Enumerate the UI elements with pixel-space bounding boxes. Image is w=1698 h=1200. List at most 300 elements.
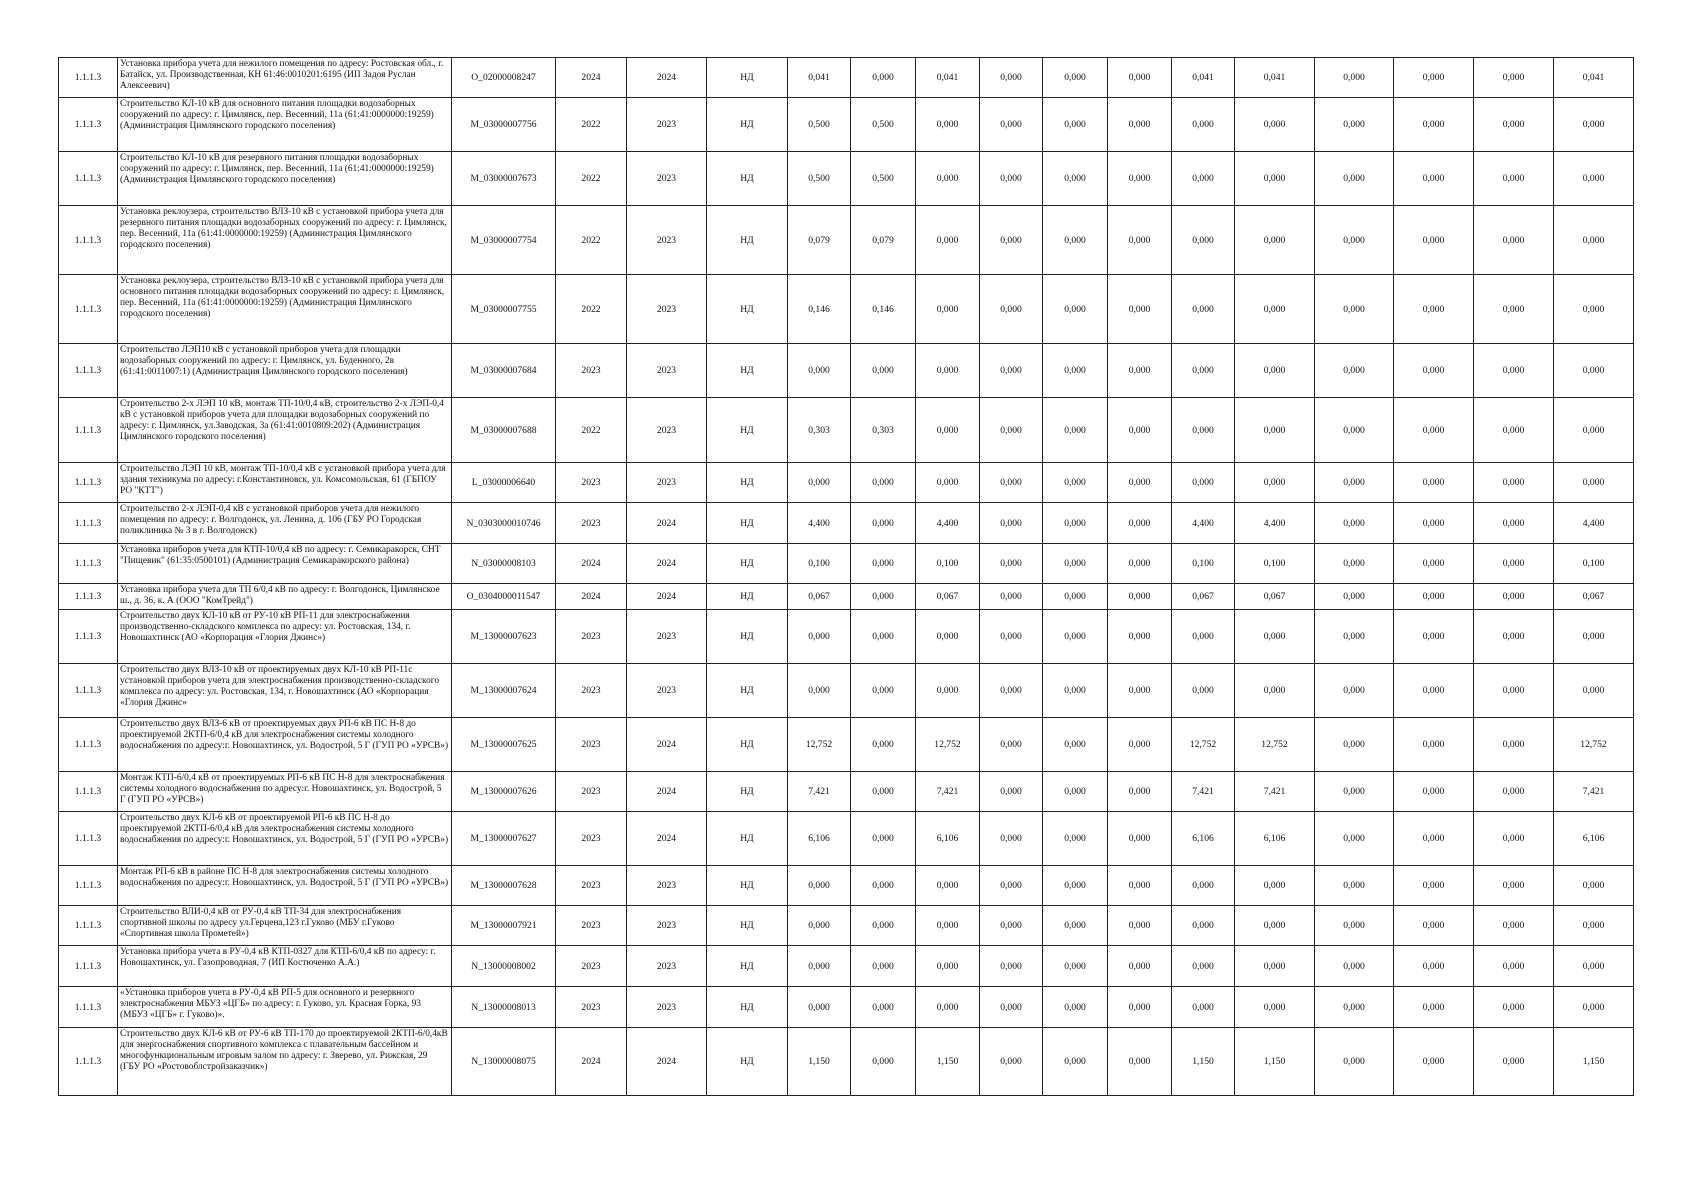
value-cell: 0,000 (1394, 344, 1474, 398)
value-cell: 0,000 (1043, 664, 1108, 718)
table-row (59, 463, 1634, 503)
nd-marker: НД (707, 610, 788, 664)
value-cell: 0,000 (1172, 664, 1235, 718)
value-cell: 0,000 (1315, 946, 1394, 987)
project-code: M_13000007628 (452, 866, 556, 906)
value-cell: 0,000 (851, 866, 916, 906)
value-cell: 6,106 (788, 812, 851, 866)
value-cell: 0,000 (1108, 503, 1172, 544)
value-cell: 0,000 (1043, 152, 1108, 206)
value-cell: 0,000 (788, 987, 851, 1028)
value-cell: 0,000 (1235, 98, 1315, 152)
value-cell: 0,000 (1235, 398, 1315, 463)
project-code: M_03000007673 (452, 152, 556, 206)
project-name: «Установка приборов учета в РУ-0,4 кВ РП-5 для основного и резервного электроснабжения МБУЗ «ЦГБ» по адресу: г. Гуково, ул. Красная Горка, 93 (МБУЗ «ЦГБ» г. Гуково)». (118, 987, 452, 1028)
project-name: Строительство КЛ-10 кВ для резервного питания площадки водозаборных сооружений по адресу: г. Цимлянск, пер. Весенний, 11а (61:41:0000000:19259) (Администрация Цимлянского городского поселения) (118, 152, 452, 206)
value-cell: 0,000 (1474, 987, 1554, 1028)
value-cell: 0,000 (851, 463, 916, 503)
value-cell: 0,067 (916, 584, 980, 610)
table-row (59, 987, 1634, 1028)
value-cell: 0,041 (788, 58, 851, 98)
project-name: Строительство ЛЭП10 кВ с установкой приборов учета для площадки водозаборных сооружений по адресу: г. Цимлянск, ул. Буденного, 2в (61:41:0011007:1) (Администрация Цимлянского городского поселения) (118, 344, 452, 398)
end-year: 2023 (627, 275, 707, 344)
value-cell: 0,000 (1043, 206, 1108, 275)
value-cell: 0,000 (1315, 718, 1394, 772)
table-row (59, 812, 1634, 866)
value-cell: 0,000 (1315, 544, 1394, 584)
value-cell: 0,000 (1108, 772, 1172, 812)
value-cell: 0,000 (980, 987, 1043, 1028)
table-row (59, 1028, 1634, 1096)
value-cell: 0,000 (851, 812, 916, 866)
project-name: Установка приборов учета для КТП-10/0,4 кВ по адресу: г. Семикаракорск, СНТ "Пищевик" (61:35:0500101) (Администрация Семикаракорского района) (118, 544, 452, 584)
investment-table (58, 57, 1634, 1096)
value-cell: 0,000 (1108, 544, 1172, 584)
value-cell: 0,000 (1394, 584, 1474, 610)
value-cell: 0,000 (916, 152, 980, 206)
value-cell: 0,067 (788, 584, 851, 610)
value-cell: 0,100 (788, 544, 851, 584)
value-cell: 0,000 (1108, 946, 1172, 987)
value-cell: 7,421 (1172, 772, 1235, 812)
value-cell: 0,000 (1235, 987, 1315, 1028)
value-cell: 0,000 (980, 503, 1043, 544)
value-cell: 0,000 (1474, 812, 1554, 866)
value-cell: 0,000 (1474, 544, 1554, 584)
value-cell: 0,000 (1394, 206, 1474, 275)
value-cell: 0,000 (916, 275, 980, 344)
value-cell: 0,000 (1315, 866, 1394, 906)
value-cell: 0,000 (851, 344, 916, 398)
value-cell: 0,000 (980, 906, 1043, 946)
row-number: 1.1.1.3 (59, 772, 118, 812)
value-cell: 0,000 (1235, 344, 1315, 398)
value-cell: 0,303 (788, 398, 851, 463)
nd-marker: НД (707, 906, 788, 946)
value-cell: 0,000 (1043, 812, 1108, 866)
start-year: 2023 (556, 812, 627, 866)
value-cell: 0,000 (1554, 152, 1634, 206)
nd-marker: НД (707, 866, 788, 906)
value-cell: 0,000 (1172, 906, 1235, 946)
value-cell: 0,000 (1315, 344, 1394, 398)
table-body (59, 58, 1634, 1096)
value-cell: 0,000 (1315, 58, 1394, 98)
value-cell: 0,000 (1108, 718, 1172, 772)
end-year: 2023 (627, 206, 707, 275)
end-year: 2023 (627, 610, 707, 664)
value-cell: 0,000 (1315, 275, 1394, 344)
value-cell: 0,000 (1394, 987, 1474, 1028)
value-cell: 0,000 (1394, 152, 1474, 206)
row-number: 1.1.1.3 (59, 275, 118, 344)
value-cell: 0,000 (788, 866, 851, 906)
value-cell: 0,000 (1474, 503, 1554, 544)
value-cell: 0,000 (1043, 544, 1108, 584)
project-name: Установка прибора учета для нежилого помещения по адресу: Ростовская обл., г. Батайск, ул. Производственная, КН 61:46:0010201:6195 (ИП Задоя Руслан Алексеевич) (118, 58, 452, 98)
end-year: 2023 (627, 344, 707, 398)
value-cell: 0,000 (1235, 152, 1315, 206)
value-cell: 0,000 (1474, 275, 1554, 344)
start-year: 2024 (556, 1028, 627, 1096)
nd-marker: НД (707, 152, 788, 206)
row-number: 1.1.1.3 (59, 812, 118, 866)
value-cell: 0,041 (916, 58, 980, 98)
project-name: Установка реклоузера, строительство ВЛЗ-10 кВ с установкой прибора учета для основного питания площадки водозаборных сооружений по адресу: г. Цимлянск, пер. Весенний, 11а (61:41:0000000:19259) (Администрация Цимлянского городского поселения) (118, 275, 452, 344)
value-cell: 0,041 (1554, 58, 1634, 98)
value-cell: 0,000 (1172, 275, 1235, 344)
value-cell: 0,000 (851, 946, 916, 987)
value-cell: 0,000 (1043, 610, 1108, 664)
value-cell: 0,000 (1394, 398, 1474, 463)
value-cell: 0,000 (1235, 946, 1315, 987)
value-cell: 0,000 (1474, 906, 1554, 946)
value-cell: 0,000 (1043, 987, 1108, 1028)
nd-marker: НД (707, 398, 788, 463)
value-cell: 0,000 (851, 58, 916, 98)
value-cell: 0,000 (1554, 987, 1634, 1028)
value-cell: 0,000 (1315, 463, 1394, 503)
value-cell: 0,000 (1108, 398, 1172, 463)
value-cell: 0,000 (1043, 866, 1108, 906)
value-cell: 0,000 (1235, 610, 1315, 664)
nd-marker: НД (707, 946, 788, 987)
value-cell: 0,000 (851, 664, 916, 718)
value-cell: 12,752 (788, 718, 851, 772)
value-cell: 0,000 (1108, 344, 1172, 398)
start-year: 2023 (556, 906, 627, 946)
nd-marker: НД (707, 772, 788, 812)
row-number: 1.1.1.3 (59, 718, 118, 772)
project-name: Строительство 2-х ЛЭП-0,4 кВ с установкой приборов учета для нежилого помещения по адресу: г. Волгодонск, ул. Ленина, д. 106 (ГБУ РО Городская поликлиника № 3 в г. Волгодонск) (118, 503, 452, 544)
value-cell: 0,000 (980, 812, 1043, 866)
value-cell: 0,000 (980, 866, 1043, 906)
project-code: N_13000008075 (452, 1028, 556, 1096)
end-year: 2023 (627, 946, 707, 987)
value-cell: 0,000 (1172, 152, 1235, 206)
value-cell: 0,000 (980, 275, 1043, 344)
table-row (59, 866, 1634, 906)
row-number: 1.1.1.3 (59, 946, 118, 987)
value-cell: 0,500 (788, 152, 851, 206)
value-cell: 0,000 (1554, 664, 1634, 718)
value-cell: 0,000 (851, 503, 916, 544)
value-cell: 6,106 (1172, 812, 1235, 866)
table-row (59, 906, 1634, 946)
start-year: 2022 (556, 98, 627, 152)
table-row (59, 206, 1634, 275)
value-cell: 0,000 (1043, 584, 1108, 610)
value-cell: 0,000 (1474, 664, 1554, 718)
project-code: M_13000007626 (452, 772, 556, 812)
value-cell: 0,000 (851, 906, 916, 946)
value-cell: 7,421 (1554, 772, 1634, 812)
value-cell: 0,000 (851, 1028, 916, 1096)
value-cell: 0,041 (1235, 58, 1315, 98)
value-cell: 0,000 (980, 544, 1043, 584)
value-cell: 12,752 (1554, 718, 1634, 772)
value-cell: 0,000 (1172, 206, 1235, 275)
value-cell: 0,000 (1394, 812, 1474, 866)
table-row (59, 772, 1634, 812)
row-number: 1.1.1.3 (59, 906, 118, 946)
value-cell: 0,000 (1394, 946, 1474, 987)
value-cell: 0,000 (1554, 866, 1634, 906)
project-code: O_0304000011547 (452, 584, 556, 610)
end-year: 2023 (627, 987, 707, 1028)
start-year: 2022 (556, 398, 627, 463)
value-cell: 0,000 (1108, 463, 1172, 503)
value-cell: 0,000 (1172, 98, 1235, 152)
project-code: M_13000007623 (452, 610, 556, 664)
start-year: 2022 (556, 275, 627, 344)
value-cell: 7,421 (916, 772, 980, 812)
value-cell: 0,000 (1315, 206, 1394, 275)
table-row (59, 58, 1634, 98)
table-row (59, 503, 1634, 544)
value-cell: 4,400 (1235, 503, 1315, 544)
value-cell: 0,000 (1554, 275, 1634, 344)
start-year: 2023 (556, 463, 627, 503)
start-year: 2023 (556, 664, 627, 718)
value-cell: 0,000 (1108, 58, 1172, 98)
value-cell: 0,000 (1108, 584, 1172, 610)
end-year: 2023 (627, 98, 707, 152)
value-cell: 0,000 (1043, 98, 1108, 152)
value-cell: 0,000 (980, 152, 1043, 206)
value-cell: 7,421 (788, 772, 851, 812)
value-cell: 0,000 (1172, 987, 1235, 1028)
row-number: 1.1.1.3 (59, 58, 118, 98)
value-cell: 0,000 (1554, 463, 1634, 503)
row-number: 1.1.1.3 (59, 152, 118, 206)
value-cell: 0,000 (916, 398, 980, 463)
value-cell: 1,150 (1554, 1028, 1634, 1096)
row-number: 1.1.1.3 (59, 664, 118, 718)
value-cell: 0,000 (1394, 772, 1474, 812)
start-year: 2024 (556, 544, 627, 584)
value-cell: 0,000 (851, 584, 916, 610)
nd-marker: НД (707, 812, 788, 866)
project-code: N_03000008103 (452, 544, 556, 584)
value-cell: 0,000 (1172, 463, 1235, 503)
value-cell: 0,000 (1172, 344, 1235, 398)
value-cell: 0,000 (1043, 906, 1108, 946)
nd-marker: НД (707, 344, 788, 398)
value-cell: 0,000 (1172, 610, 1235, 664)
value-cell: 0,000 (1394, 544, 1474, 584)
start-year: 2023 (556, 503, 627, 544)
table-row (59, 152, 1634, 206)
nd-marker: НД (707, 206, 788, 275)
value-cell: 0,000 (1043, 275, 1108, 344)
end-year: 2024 (627, 718, 707, 772)
nd-marker: НД (707, 58, 788, 98)
table-row (59, 946, 1634, 987)
value-cell: 0,000 (1043, 718, 1108, 772)
end-year: 2024 (627, 58, 707, 98)
value-cell: 0,000 (1315, 987, 1394, 1028)
value-cell: 0,067 (1235, 584, 1315, 610)
project-code: M_13000007625 (452, 718, 556, 772)
value-cell: 0,000 (1235, 906, 1315, 946)
value-cell: 0,000 (851, 987, 916, 1028)
project-name: Строительство ВЛИ-0,4 кВ от РУ-0,4 кВ ТП-34 для электроснабжения спортивной школы по адресу ул.Герцена,123 г.Гуково (МБУ г.Гуково «Спортивная школа Прометей») (118, 906, 452, 946)
row-number: 1.1.1.3 (59, 584, 118, 610)
value-cell: 0,000 (1108, 275, 1172, 344)
value-cell: 0,000 (1394, 463, 1474, 503)
end-year: 2023 (627, 906, 707, 946)
value-cell: 0,000 (1235, 275, 1315, 344)
table-row (59, 98, 1634, 152)
project-name: Строительство КЛ-10 кВ для основного питания площадки водозаборных сооружений по адресу: г. Цимлянск, пер. Весенний, 11а (61:41:0000000:19259) (Администрация Цимлянского городского поселения) (118, 98, 452, 152)
value-cell: 0,000 (1172, 398, 1235, 463)
value-cell: 12,752 (916, 718, 980, 772)
value-cell: 0,000 (1043, 463, 1108, 503)
value-cell: 0,041 (1172, 58, 1235, 98)
value-cell: 0,000 (1043, 772, 1108, 812)
value-cell: 0,000 (980, 1028, 1043, 1096)
value-cell: 0,000 (980, 463, 1043, 503)
value-cell: 0,303 (851, 398, 916, 463)
start-year: 2023 (556, 718, 627, 772)
value-cell: 0,000 (1394, 866, 1474, 906)
value-cell: 0,000 (980, 398, 1043, 463)
value-cell: 0,000 (1108, 152, 1172, 206)
value-cell: 0,000 (1394, 718, 1474, 772)
value-cell: 0,000 (1108, 987, 1172, 1028)
value-cell: 0,000 (980, 772, 1043, 812)
value-cell: 0,000 (916, 98, 980, 152)
end-year: 2024 (627, 584, 707, 610)
value-cell: 4,400 (916, 503, 980, 544)
value-cell: 0,000 (916, 463, 980, 503)
value-cell: 0,000 (1043, 344, 1108, 398)
value-cell: 0,000 (1108, 906, 1172, 946)
value-cell: 0,000 (1554, 398, 1634, 463)
value-cell: 0,000 (980, 344, 1043, 398)
nd-marker: НД (707, 987, 788, 1028)
value-cell: 0,000 (1108, 206, 1172, 275)
end-year: 2023 (627, 398, 707, 463)
project-code: M_13000007921 (452, 906, 556, 946)
value-cell: 0,000 (1394, 503, 1474, 544)
value-cell: 1,150 (1172, 1028, 1235, 1096)
value-cell: 0,100 (1554, 544, 1634, 584)
row-number: 1.1.1.3 (59, 503, 118, 544)
project-code: M_13000007624 (452, 664, 556, 718)
value-cell: 4,400 (1172, 503, 1235, 544)
value-cell: 0,000 (1554, 98, 1634, 152)
value-cell: 1,150 (1235, 1028, 1315, 1096)
project-code: M_03000007754 (452, 206, 556, 275)
value-cell: 0,000 (980, 946, 1043, 987)
value-cell: 12,752 (1235, 718, 1315, 772)
project-name: Строительство ЛЭП 10 кВ, монтаж ТП-10/0,4 кВ с установкой прибора учета для здания техникума по адресу: г.Константиновск, ул. Комсомольская, 61 (ГБПОУ РО "КТТ") (118, 463, 452, 503)
row-number: 1.1.1.3 (59, 987, 118, 1028)
start-year: 2023 (556, 610, 627, 664)
value-cell: 0,000 (1474, 152, 1554, 206)
end-year: 2024 (627, 812, 707, 866)
row-number: 1.1.1.3 (59, 610, 118, 664)
value-cell: 0,000 (1474, 463, 1554, 503)
value-cell: 0,000 (788, 664, 851, 718)
value-cell: 0,000 (1235, 463, 1315, 503)
value-cell: 0,000 (1474, 718, 1554, 772)
value-cell: 0,000 (1554, 906, 1634, 946)
value-cell: 0,000 (788, 906, 851, 946)
value-cell: 7,421 (1235, 772, 1315, 812)
project-name: Строительство двух КЛ-6 кВ от РУ-6 кВ ТП-170 до проектируемой 2КТП-6/0,4кВ для энергоснабжения спортивного комплекса с плавательным бассейном и многофункциональным игровым залом по адресу: г. Зверево, ул. Рижская, 29 (ГБУ РО «Ростовоблстройзаказчик») (118, 1028, 452, 1096)
value-cell: 0,000 (851, 718, 916, 772)
value-cell: 0,000 (1474, 58, 1554, 98)
nd-marker: НД (707, 503, 788, 544)
value-cell: 0,000 (1474, 1028, 1554, 1096)
value-cell: 6,106 (916, 812, 980, 866)
value-cell: 0,500 (788, 98, 851, 152)
value-cell: 0,000 (1315, 152, 1394, 206)
value-cell: 0,000 (1394, 275, 1474, 344)
table-row (59, 344, 1634, 398)
table-row (59, 610, 1634, 664)
value-cell: 0,000 (1315, 906, 1394, 946)
value-cell: 0,000 (1474, 398, 1554, 463)
project-name: Строительство двух ВЛЗ-10 кВ от проектируемых двух КЛ-10 кВ РП-11с установкой приборов учета для электроснабжения производственно-складского комплекса по адресу: ул. Ростовская, 134, г. Новошахтинск (АО «Корпорация «Глория Джинс» (118, 664, 452, 718)
row-number: 1.1.1.3 (59, 866, 118, 906)
value-cell: 12,752 (1172, 718, 1235, 772)
project-name: Монтаж РП-6 кВ в районе ПС Н-8 для электроснабжения системы холодного водоснабжения по адресу:г. Новошахтинск, ул. Водострой, 5 Г (ГУП РО «УРСВ») (118, 866, 452, 906)
project-name: Установка прибора учета для ТП 6/0,4 кВ по адресу: г. Волгодонск, Цимлянское ш., д. 36, к. А (ООО "КомТрейд") (118, 584, 452, 610)
table-row (59, 718, 1634, 772)
value-cell: 0,000 (1043, 1028, 1108, 1096)
start-year: 2023 (556, 344, 627, 398)
value-cell: 0,000 (1554, 344, 1634, 398)
value-cell: 0,000 (1315, 398, 1394, 463)
row-number: 1.1.1.3 (59, 463, 118, 503)
value-cell: 0,000 (1108, 610, 1172, 664)
end-year: 2024 (627, 1028, 707, 1096)
value-cell: 0,000 (788, 610, 851, 664)
value-cell: 0,000 (1043, 398, 1108, 463)
value-cell: 0,000 (916, 664, 980, 718)
project-name: Строительство двух КЛ-10 кВ от РУ-10 кВ РП-11 для электроснабжения производственно-складского комплекса по адресу: ул. Ростовская, 134, г. Новошахтинск (АО «Корпорация «Глория Джинс») (118, 610, 452, 664)
nd-marker: НД (707, 1028, 788, 1096)
value-cell: 0,000 (1474, 206, 1554, 275)
value-cell: 0,000 (980, 584, 1043, 610)
value-cell: 0,067 (1172, 584, 1235, 610)
nd-marker: НД (707, 98, 788, 152)
start-year: 2024 (556, 584, 627, 610)
value-cell: 0,000 (980, 206, 1043, 275)
project-name: Строительство двух КЛ-6 кВ от проектируемой РП-6 кВ ПС Н-8 до проектируемой 2КТП-6/0,4 кВ для электроснабжения системы холодного водоснабжения по адресу:г. Новошахтинск, ул. Водострой, 5 Г (ГУП РО «УРСВ») (118, 812, 452, 866)
value-cell: 0,146 (851, 275, 916, 344)
value-cell: 0,079 (788, 206, 851, 275)
end-year: 2024 (627, 503, 707, 544)
value-cell: 0,000 (980, 58, 1043, 98)
value-cell: 0,000 (1315, 503, 1394, 544)
value-cell: 0,000 (1315, 98, 1394, 152)
value-cell: 0,000 (916, 610, 980, 664)
nd-marker: НД (707, 664, 788, 718)
value-cell: 0,000 (788, 344, 851, 398)
value-cell: 0,000 (916, 946, 980, 987)
project-name: Строительство двух ВЛЗ-6 кВ от проектируемых двух РП-6 кВ ПС Н-8 до проектируемой 2КТП-6/0,4 кВ для электроснабжения системы холодного водоснабжения по адресу:г. Новошахтинск, ул. Водострой, 5 Г (ГУП РО «УРСВ») (118, 718, 452, 772)
value-cell: 0,000 (1474, 772, 1554, 812)
value-cell: 4,400 (1554, 503, 1634, 544)
table-row (59, 275, 1634, 344)
start-year: 2023 (556, 866, 627, 906)
value-cell: 0,000 (851, 772, 916, 812)
